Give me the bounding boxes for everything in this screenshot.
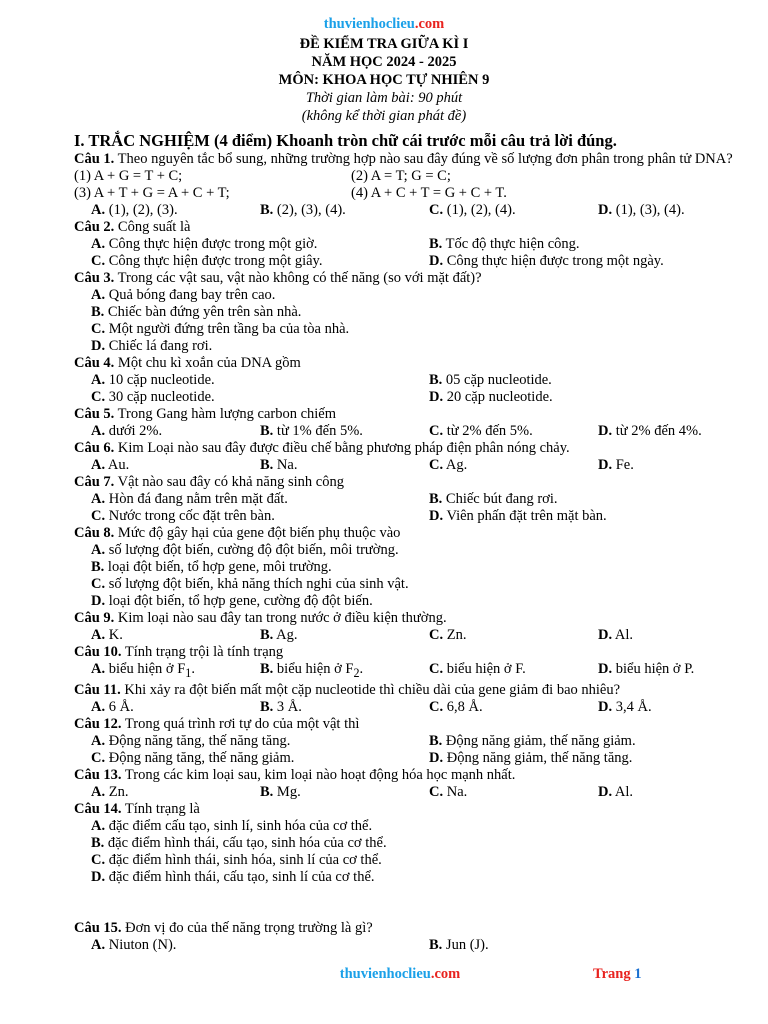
option-letter: D. — [598, 423, 613, 439]
option-letter: D. — [429, 389, 444, 405]
option-text: Động năng giảm, thế năng tăng. — [443, 749, 633, 766]
site-name-blue: thuvienhoclieu — [339, 966, 431, 982]
q11-option-a[interactable] — [91, 699, 260, 716]
question-label: Câu 1. — [74, 151, 115, 167]
section-title: I. TRẮC NGHIỆM (4 điểm) Khoanh tròn chữ cái trước mỗi câu trả lời đúng. — [74, 131, 617, 150]
q9-option-b[interactable] — [260, 627, 429, 644]
option-text: Chiếc bút đang rơi. — [442, 491, 558, 507]
question-label: Câu 10. — [74, 644, 122, 660]
option-text: Nước trong cốc đặt trên bàn. — [105, 508, 275, 524]
option-letter: B. — [429, 491, 443, 507]
question-4 — [74, 355, 764, 372]
option-letter: D. — [429, 253, 444, 269]
option-text: 05 cặp nucleotide. — [442, 372, 552, 388]
question-label: Câu 2. — [74, 219, 115, 235]
question-text: Trong các vật sau, vật nào không có thế năng (so với mặt đất)? — [114, 270, 482, 286]
q1-option-d[interactable] — [598, 202, 767, 219]
q4-option-c[interactable] — [91, 389, 429, 406]
question-label: Câu 8. — [74, 525, 115, 541]
question-label: Câu 9. — [74, 610, 115, 626]
option-letter: C. — [91, 253, 106, 269]
option-letter: B. — [260, 457, 274, 473]
q7-options-row-2 — [91, 508, 764, 525]
option-letter: A. — [91, 627, 106, 643]
option-letter: B. — [260, 661, 274, 677]
question-list — [74, 151, 764, 954]
option-text: từ 2% đến 5%. — [443, 423, 533, 439]
q2-options-row-1 — [91, 236, 764, 253]
q4-option-b[interactable] — [429, 372, 767, 389]
question-10 — [74, 644, 764, 661]
question-3 — [74, 270, 764, 287]
page-number-value: 1 — [634, 966, 642, 982]
q1-option-b[interactable] — [260, 202, 429, 219]
q4-option-d[interactable] — [429, 389, 767, 406]
question-5 — [74, 406, 764, 423]
q5-option-c[interactable] — [429, 423, 598, 440]
question-text: Tính trạng là — [121, 800, 200, 817]
q8-option-d[interactable] — [91, 593, 764, 610]
question-label: Câu 12. — [74, 715, 122, 732]
option-letter: D. — [598, 627, 613, 643]
q3-option-a[interactable] — [91, 287, 764, 304]
q1-option-c[interactable] — [429, 202, 598, 219]
option-text: Công thực hiện được trong một giây. — [105, 253, 323, 269]
exam-title: ĐỀ KIỂM TRA GIỮA KÌ I — [299, 36, 469, 52]
option-letter: A. — [91, 372, 106, 388]
option-letter: A. — [91, 783, 106, 800]
option-letter: D. — [91, 338, 106, 354]
option-text: đặc điểm cấu tạo, sinh lí, sinh hóa của cơ thể. — [105, 817, 373, 834]
question-14 — [74, 801, 764, 818]
q2-options-row-2 — [91, 253, 764, 270]
site-name-red: .com — [414, 16, 445, 32]
option-letter: D. — [598, 698, 613, 715]
option-letter: B. — [260, 202, 274, 218]
question-text: Khi xảy ra đột biến mất một cặp nucleotide thì chiều dài của gene giảm đi bao nhiêu? — [120, 681, 621, 698]
option-letter: A. — [91, 457, 106, 473]
q5-option-b[interactable] — [260, 423, 429, 440]
option-text: 10 cặp nucleotide. — [105, 372, 215, 388]
option-letter: C. — [429, 202, 444, 218]
option-letter: B. — [91, 304, 105, 320]
option-text: đặc điểm hình thái, cấu tạo, sinh hóa của cơ thể. — [104, 834, 387, 851]
option-letter: B. — [91, 559, 105, 575]
option-letter: C. — [429, 627, 444, 643]
q9-option-a[interactable] — [91, 627, 260, 644]
option-letter: A. — [91, 202, 106, 218]
option-text: số lượng đột biến, khả năng thích nghi của sinh vật. — [105, 576, 409, 592]
site-name-red: .com — [430, 966, 461, 982]
q11-options — [91, 699, 764, 716]
option-letter: D. — [598, 202, 613, 218]
q12-options-row-1 — [91, 733, 764, 750]
q13-option-a[interactable] — [91, 784, 260, 801]
site-header-logo[interactable] — [0, 16, 768, 33]
option-letter: A. — [91, 661, 106, 677]
option-text: Chiếc lá đang rơi. — [105, 338, 213, 354]
question-text: Kim Loại nào sau đây được điều chế bằng phương pháp điện phân nóng chảy. — [114, 440, 570, 456]
option-letter: C. — [91, 321, 106, 337]
question-7 — [74, 474, 764, 491]
option-letter: B. — [429, 372, 443, 388]
option-text: Hòn đá đang nằm trên mặt đất. — [105, 491, 288, 507]
option-text: Động năng giảm, thế năng giảm. — [442, 732, 636, 749]
option-letter: C. — [429, 698, 444, 715]
q11-option-d[interactable] — [598, 699, 767, 716]
option-text: Zn. — [105, 783, 129, 800]
option-text: 6 Å. — [105, 698, 134, 715]
q14-option-d[interactable] — [91, 869, 764, 886]
option-text: loại đột biến, tổ hợp gene, cường độ đột biến. — [105, 593, 373, 609]
q6-options — [91, 457, 764, 474]
q1-statement-1: (1) A + G = T + C; — [74, 168, 183, 184]
option-letter: A. — [91, 936, 106, 953]
vertical-gap — [74, 886, 764, 920]
q10-option-d[interactable] — [598, 661, 767, 682]
q7-option-b[interactable] — [429, 491, 767, 508]
q5-option-a[interactable] — [91, 423, 260, 440]
option-letter: A. — [91, 698, 106, 715]
question-label: Câu 5. — [74, 406, 115, 422]
option-text: từ 2% đến 4%. — [612, 423, 702, 439]
q15-option-b[interactable] — [429, 937, 767, 954]
option-text: Tốc độ thực hiện công. — [442, 236, 580, 252]
question-text: Theo nguyên tắc bổ sung, những trường hợp nào sau đây đúng về số lượng đơn phân trong phân tử DNA? — [114, 151, 733, 167]
option-text: Động năng tăng, thế năng giảm. — [105, 749, 295, 766]
option-text: biểu hiện ở F — [105, 661, 186, 677]
option-text: đặc điểm hình thái, sinh hóa, sinh lí của cơ thể. — [105, 851, 382, 868]
option-text: (2), (3), (4). — [273, 202, 346, 218]
q12-options-row-2 — [91, 750, 764, 767]
question-text: Trong các kim loại sau, kim loại nào hoạt động hóa học mạnh nhất. — [121, 766, 516, 783]
q4-options-row-2 — [91, 389, 764, 406]
q1-statement-2: (2) A = T; G = C; — [351, 168, 451, 184]
question-11 — [74, 682, 764, 699]
option-text: Ag. — [443, 457, 468, 473]
option-text: Quả bóng đang bay trên cao. — [105, 287, 276, 303]
option-text: Al. — [612, 783, 634, 800]
option-letter: C. — [91, 576, 106, 592]
option-text: Động năng tăng, thế năng tăng. — [105, 732, 291, 749]
option-text: biểu hiện ở P. — [612, 661, 695, 677]
option-text: từ 1% đến 5%. — [273, 423, 363, 439]
question-1 — [74, 151, 764, 168]
q10-option-c[interactable] — [429, 661, 598, 682]
option-text: 6,8 Å. — [443, 698, 483, 715]
q4-option-a[interactable] — [91, 372, 429, 389]
q12-option-b[interactable] — [429, 733, 767, 750]
q13-option-d[interactable] — [598, 784, 767, 801]
option-letter: B. — [429, 236, 443, 252]
option-letter: A. — [91, 287, 106, 303]
q14-option-b[interactable] — [91, 835, 764, 852]
option-letter: D. — [429, 508, 444, 524]
q11-option-c[interactable] — [429, 699, 598, 716]
question-text: Mức độ gây hại của gene đột biến phụ thuộc vào — [114, 525, 401, 541]
option-letter: D. — [429, 749, 444, 766]
q7-option-a[interactable] — [91, 491, 429, 508]
question-text: Kim loại nào sau đây tan trong nước ở điều kiện thường. — [114, 610, 447, 626]
q7-option-d[interactable] — [429, 508, 767, 525]
question-label: Câu 4. — [74, 355, 115, 371]
option-letter: D. — [91, 868, 106, 885]
option-letter: B. — [429, 936, 443, 953]
option-text: Viên phấn đặt trên mặt bàn. — [443, 508, 607, 524]
q1-statement-3: (3) A + T + G = A + C + T; — [74, 185, 230, 201]
option-letter: C. — [429, 423, 444, 439]
q3-option-d[interactable] — [91, 338, 764, 355]
q2-option-b[interactable] — [429, 236, 767, 253]
q7-option-c[interactable] — [91, 508, 429, 525]
option-text: Fe. — [612, 457, 634, 473]
option-text-end: . — [191, 661, 195, 677]
q9-option-c[interactable] — [429, 627, 598, 644]
q14-option-c[interactable] — [91, 852, 764, 869]
q14-option-a[interactable] — [91, 818, 764, 835]
option-text: dưới 2%. — [105, 423, 163, 439]
option-letter: C. — [429, 661, 444, 677]
option-text: (1), (3), (4). — [612, 202, 685, 218]
option-text: số lượng đột biến, cường độ đột biến, môi trường. — [105, 542, 399, 558]
option-letter: C. — [429, 783, 444, 800]
option-text: 30 cặp nucleotide. — [105, 389, 215, 405]
option-letter: A. — [91, 236, 106, 252]
question-12 — [74, 716, 764, 733]
q12-option-a[interactable] — [91, 733, 429, 750]
question-15 — [74, 920, 764, 937]
option-text: đặc điểm hình thái, cấu tạo, sinh lí của cơ thể. — [105, 868, 375, 885]
option-letter: D. — [598, 661, 613, 677]
question-text: Đơn vị đo của thế năng trọng trường là gì? — [121, 919, 373, 936]
q15-option-a[interactable] — [91, 937, 429, 954]
option-letter: A. — [91, 732, 106, 749]
option-text: Na. — [443, 783, 468, 800]
q5-option-d[interactable] — [598, 423, 767, 440]
option-letter: D. — [598, 457, 613, 473]
question-text: Tính trạng trội là tính trạng — [121, 644, 284, 660]
question-text: Công suất là — [114, 219, 191, 235]
q3-option-b[interactable] — [91, 304, 764, 321]
option-text: Chiếc bàn đứng yên trên sàn nhà. — [104, 304, 302, 320]
option-text: Jun (J). — [442, 936, 489, 953]
exam-time-note: (không kể thời gian phát đề) — [301, 108, 467, 124]
q15-options — [91, 937, 764, 954]
question-label: Câu 7. — [74, 474, 115, 490]
option-letter: B. — [91, 834, 105, 851]
option-text: Mg. — [273, 783, 301, 800]
q10-option-a[interactable] — [91, 661, 260, 682]
option-letter: B. — [260, 783, 274, 800]
option-letter: A. — [91, 423, 106, 439]
q8-option-b[interactable] — [91, 559, 764, 576]
exam-header — [0, 35, 768, 125]
question-6 — [74, 440, 764, 457]
option-letter: C. — [91, 749, 106, 766]
option-text: biểu hiện ở F — [273, 661, 354, 677]
exam-time: Thời gian làm bài: 90 phút — [305, 90, 463, 106]
q10-option-b[interactable] — [260, 661, 429, 682]
option-text: biểu hiện ở F. — [443, 661, 526, 677]
q10-options — [91, 661, 764, 682]
option-text: 3 Å. — [273, 698, 302, 715]
option-letter: A. — [91, 542, 106, 558]
site-name-blue: thuvienhoclieu — [323, 16, 415, 32]
question-label: Câu 6. — [74, 440, 115, 456]
q6-option-a[interactable] — [91, 457, 260, 474]
option-letter: B. — [260, 627, 274, 643]
question-label: Câu 3. — [74, 270, 115, 286]
option-text-end: . — [359, 661, 364, 677]
option-letter: D. — [91, 593, 106, 609]
exam-subject: MÔN: KHOA HỌC TỰ NHIÊN 9 — [278, 72, 490, 88]
option-letter: C. — [91, 389, 106, 405]
q1-statements-row-1 — [74, 168, 764, 185]
question-9 — [74, 610, 764, 627]
option-text: Zn. — [443, 627, 467, 643]
question-text: Vật nào sau đây có khả năng sinh công — [114, 474, 344, 490]
q9-option-d[interactable] — [598, 627, 767, 644]
option-text: Au. — [105, 457, 130, 473]
option-letter: D. — [598, 783, 613, 800]
option-letter: B. — [260, 423, 274, 439]
q9-options — [91, 627, 764, 644]
option-text: (1), (2), (3). — [105, 202, 178, 218]
q6-option-c[interactable] — [429, 457, 598, 474]
option-text: Al. — [612, 627, 634, 643]
option-letter: A. — [91, 491, 106, 507]
q13-option-b[interactable] — [260, 784, 429, 801]
option-subscript: 2 — [353, 665, 360, 680]
question-text: Một chu kì xoắn của DNA gồm — [114, 355, 301, 371]
q1-statement-4: (4) A + C + T = G + C + T. — [351, 185, 507, 201]
q7-options-row-1 — [91, 491, 764, 508]
question-13 — [74, 767, 764, 784]
question-label: Câu 14. — [74, 800, 122, 817]
q1-options — [91, 202, 764, 219]
option-text: loại đột biến, tổ hợp gene, môi trường. — [104, 559, 332, 575]
q6-option-d[interactable] — [598, 457, 767, 474]
option-text: 20 cặp nucleotide. — [443, 389, 553, 405]
question-text: Trong quá trình rơi tự do của một vật thì — [121, 715, 360, 732]
option-text: Công thực hiện được trong một ngày. — [443, 253, 664, 269]
q11-option-b[interactable] — [260, 699, 429, 716]
option-text: (1), (2), (4). — [443, 202, 516, 218]
question-label: Câu 11. — [74, 681, 121, 698]
exam-year: NĂM HỌC 2024 - 2025 — [311, 54, 457, 70]
page-label: Trang — [593, 966, 635, 982]
q2-option-a[interactable] — [91, 236, 429, 253]
option-subscript: 1 — [185, 665, 192, 680]
option-letter: B. — [260, 698, 274, 715]
q8-option-c[interactable] — [91, 576, 764, 593]
q1-statements-row-2 — [74, 185, 764, 202]
site-footer-logo[interactable] — [0, 966, 768, 983]
q12-option-d[interactable] — [429, 750, 767, 767]
option-text: K. — [105, 627, 123, 643]
q3-option-c[interactable] — [91, 321, 764, 338]
option-text: Na. — [273, 457, 298, 473]
q6-option-b[interactable] — [260, 457, 429, 474]
question-label: Câu 13. — [74, 766, 122, 783]
question-label: Câu 15. — [74, 919, 122, 936]
option-text: Công thực hiện được trong một giờ. — [105, 236, 318, 252]
q4-options-row-1 — [91, 372, 764, 389]
option-text: Ag. — [273, 627, 298, 643]
option-letter: A. — [91, 817, 106, 834]
q1-option-a[interactable] — [91, 202, 260, 219]
q8-option-a[interactable] — [91, 542, 764, 559]
option-letter: C. — [91, 851, 106, 868]
option-text: 3,4 Å. — [612, 698, 652, 715]
q5-options — [91, 423, 764, 440]
question-8 — [74, 525, 764, 542]
q12-option-c[interactable] — [91, 750, 429, 767]
q2-option-c[interactable] — [91, 253, 429, 270]
option-letter: C. — [429, 457, 444, 473]
option-text: Một người đứng trên tầng ba của tòa nhà. — [105, 321, 350, 337]
option-letter: B. — [429, 732, 443, 749]
page-number — [593, 966, 641, 983]
q2-option-d[interactable] — [429, 253, 767, 270]
option-letter: C. — [91, 508, 106, 524]
q13-options — [91, 784, 764, 801]
question-text: Trong Gang hàm lượng carbon chiếm — [114, 406, 337, 422]
question-2 — [74, 219, 764, 236]
option-text: Niuton (N). — [105, 936, 177, 953]
q13-option-c[interactable] — [429, 784, 598, 801]
